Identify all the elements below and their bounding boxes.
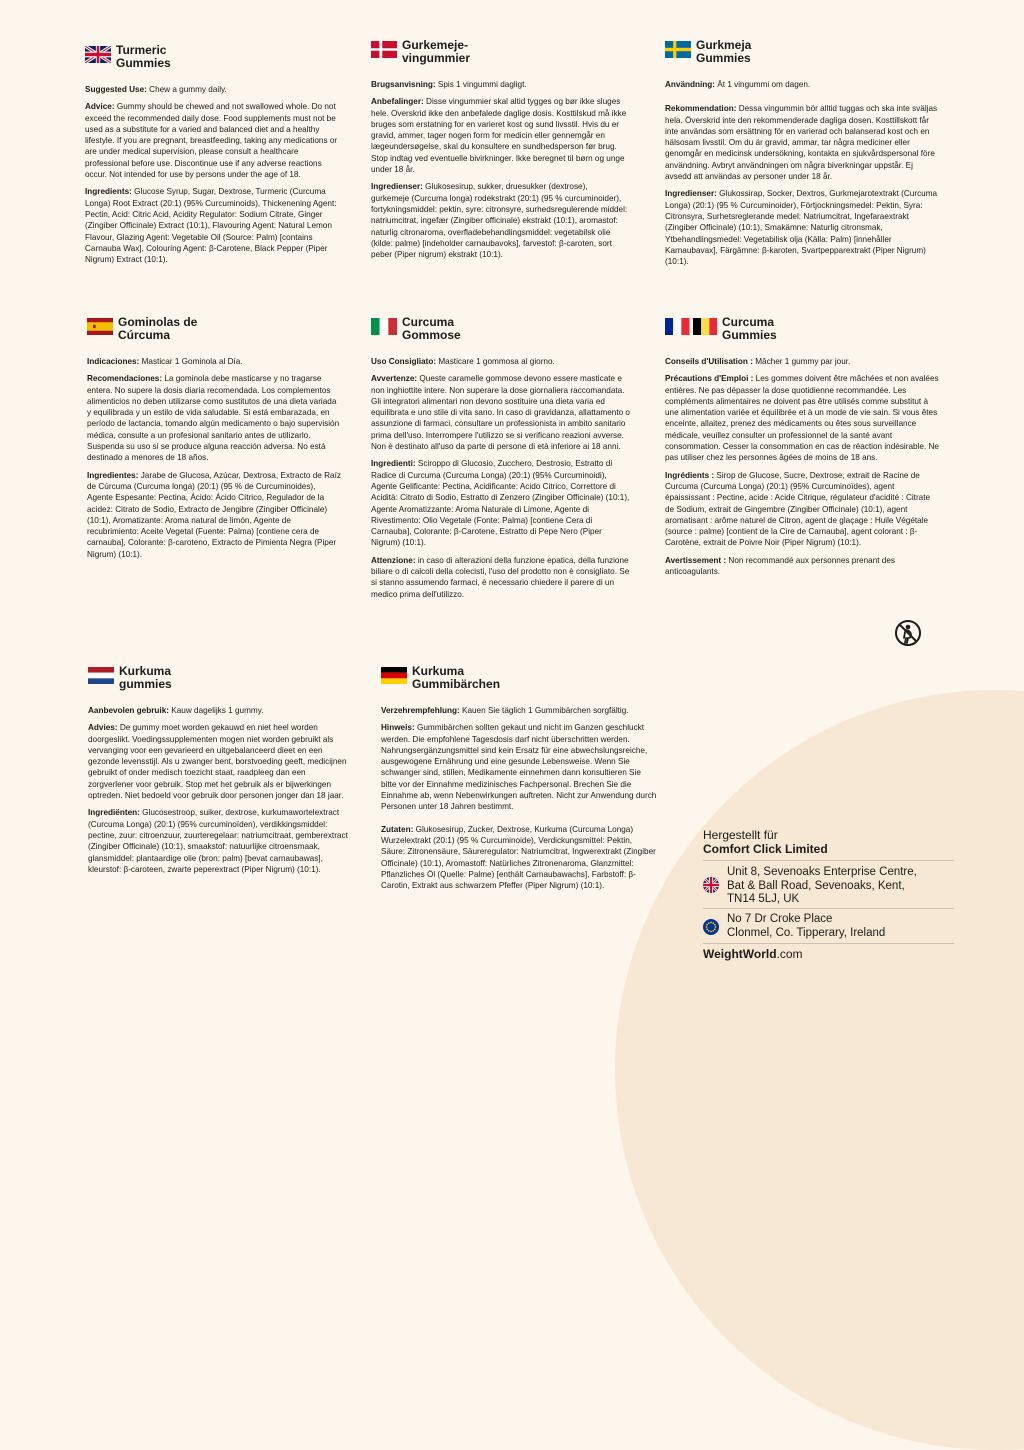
section-nl xyxy=(88,665,350,881)
ingredients: Ingredienser: Glukosesirup, sukker, druesukker (dextrose), gurkemeje (Curcuma longa) rodekstrakt (20:1) (95 % curcuminoider), fortykningsmiddel: pektin, syre: citronsyre, surhedsregulerende middel: natriumcitrat, ingefær (Zingiber officinale) ekstrakt (10:1), aromastof: naturlig citronaroma, overfladebehandlingsmiddel: vegetabilsk olie (kilde: palme) [indeholder carnaubavoks], farvestof: β-caroten, sort peber (Piper nigrum) ekstrakt (10:1). xyxy=(371,182,628,260)
uk-address: Unit 8, Sevenoaks Enterprise Centre, Bat & Ball Road, Sevenoaks, Kent, TN14 5LJ, UK xyxy=(727,866,917,905)
uk-flag-icon xyxy=(85,46,111,63)
section-se xyxy=(665,39,940,273)
ingredients: Zutaten: Glukosesirup, Zucker, Dextrose, Kurkuma (Curcuma Longa) Wurzelextrakt (20:1) (95 % Curcuminoide), Verdickungsmittel: Pektin, Säure: Zitronensäure, Säureregulator: Natriumcitrat, Ingwerextrakt (Zingiber Officinale) (10:1), Aromastoff: Natürliches Zitronenaroma, Glanzmittel: Pflanzliches Öl (Quelle: Palme) [enthält Carnaubawachs], Farbstoff: β-Carotin, Extrakt aus schwarzem Pfeffer (Piper Nigrum) (10:1). xyxy=(381,824,656,891)
ingredients: Ingrediënten: Glucosestroop, suiker, dextrose, kurkumawortelextract (Curcuma Longa) (20:1) (95% curcuminoïden), verdikkingsmiddel: pectine, zuur: citroenzuur, zuurteregelaar: natriumcitraat, gemberextract (Zingiber Officinale) (10:1), smaakstof: natuurlijke citroensmaak, glansmiddel: plantaardige olie (bron: palm) [bevat carnaubawas], kleurstof: β-caroteen, zwarte peperextract (Piper Nigrum) (10:1). xyxy=(88,808,348,874)
suggested-use: Indicaciones: Masticar 1 Gominola al Día. xyxy=(87,357,243,366)
section-it xyxy=(371,316,633,606)
section-en xyxy=(85,44,340,271)
advice: Advice: Gummy should be chewed and not swallowed whole. Do not exceed the recommended daily dose. Food supplements must not be used as a substitute for a varied and balanced diet and a healthy lifestyle. If you are pregnant, breastfeeding, taking any medications or are under medical supervision, please consult a healthcare professional before use. Discontinue use if any adverse reactions occur. Not intended for use by persons under the age of 18. xyxy=(85,102,338,180)
eu-flag-icon xyxy=(703,919,719,935)
ingredients: Ingrédients : Sirop de Glucose, Sucre, Dextrose, extrait de Racine de Curcuma (Curcuma Longa) (20:1) (95% Curcuminoïdes), agent épaississant : Pectine, acide : Acide Citrique, régulateur d'acidité : Citrate de Sodium, extrait de Gingembre (Zingiber Officinale) (10:1), agent aromatisant : arôme naturel de Citron, agent de glaçage : Huile Végétale (source : palme) [contient de la Cire de Carnauba], agent colorant : β-Carotène, extrait de Poivre Noir (Piper Nigrum) (10:1). xyxy=(665,470,931,548)
divider xyxy=(703,908,954,909)
netherlands-flag-icon xyxy=(88,667,114,684)
advice: Rekommendation: Dessa vingummin bör alltid tuggas och ska inte sväljas hela. Överskrid inte den rekommenderade dagliga dosen. Kosttillskott får inte användas som ersättning för en varierad och balanserad kost och en hälsosam livsstil. Om du är gravid, ammar, tar några mediciner eller genomgår en medicinsk undersökning, kontakta en sjukvårdspersonal före användning. Avbryt användningen om några biverkningar uppstår. Ej avsedd att användas av personer under 18 år. xyxy=(665,104,938,182)
uk-flag-icon xyxy=(703,877,719,893)
ingredients: Ingredients: Glucose Syrup, Sugar, Dextrose, Turmeric (Curcuma Longa) Root Extract (20:1) (95% Curcuminoids), Thickenening Agent: Pectin, Acid: Citric Acid, Acidity Regulator: Sodium Citrate, Ginger (Zingiber Officinale) Extract (10:1), Flavouring Agent: Natural Lemon Flavour, Glazing Agent: Vegetable Oil (Source: Palm) [contains Carnauba Wax], Colouring Agent: β-Carotene, Black Pepper (Piper Nigrum) Extract (10:1). xyxy=(85,187,337,265)
section-title: Turmeric Gummies xyxy=(116,43,171,70)
divider xyxy=(703,860,954,861)
ingredients: Ingredienti: Sciroppo di Glucosio, Zucchero, Destrosio, Estratto di Radice di Curcuma (Curcuma Longa) (20:1) (95% Curcuminoidi), Agente Gelificante: Pectina, Acidificante: Acido Citrico, Correttore di Acidità: Citrato di Sodio, Estratto di Zenzero (Zingiber Officinale) (10:1), Agente Aromatizzante: Aroma Naturale di Limone, Agente di Rivestimento: Olio Vegetale (Fonte: Palma) [contiene Cera di Carnauba], Colorante: β-Carotene, Estratto di Pepe Nero (Piper Nigrum) (10:1). xyxy=(371,459,630,548)
suggested-use: Aanbevolen gebruik: Kauw dagelijks 1 gummy. xyxy=(88,706,264,715)
advice: Advies: De gummy moet worden gekauwd en niet heel worden doorgeslikt. Voedingssupplementen mogen niet worden gebruikt als vervanging voor een gevarieerd en uitgebalanceerd dieet en een gezonde levensstijl. Als u zwanger bent, borstvoeding geeft, medicijnen gebruikt of onder medisch toezicht staat, raadpleeg dan een zorgverlener voor gebruik. Stop met het gebruik als er bijwerkingen optreden. Niet bedoeld voor gebruik door personen jonger dan 18 jaar. xyxy=(88,723,347,801)
sweden-flag-icon xyxy=(665,41,691,58)
eu-address: No 7 Dr Croke Place Clonmel, Co. Tipperary, Ireland xyxy=(727,913,886,939)
section-de xyxy=(381,665,657,897)
advice: Anbefalinger: Disse vingummier skal altid tygges og bør ikke sluges hele. Overskrid ikke den anbefalede daglige dosis. Kosttilskud må ikke bruges som erstatning for en varieret kost og sund livsstil. Hvis du er gravid, ammer, tager nogen form for medicin eller gennemgår en lægeundersøgelse, skal du konsultere en sundhedsperson før brug. Stop indtag ved eventuelle bivirkninger. Ikke beregnet til børn og unge under 18 år. xyxy=(371,97,627,175)
suggested-use: Conseils d'Utilisation : Mâcher 1 gummy par jour. xyxy=(665,357,851,366)
suggested-use: Användning: Ät 1 vingummi om dagen. xyxy=(665,80,811,89)
ingredients: Ingredienser: Glukossirap, Socker, Dextros, Gurkmejarotextrakt (Curcuma Longa) (20:1) (95 % Curcuminoider), Förtjockningsmedel: Pektin, Syra: Citronsyra, Surhetsreglerande medel: Natriumcitrat, Ingefaraextrakt (Zingiber Officinale) (10:1), Smakämne: Naturlig citronsmak, Ytbehandlingsmedel: Vegetabilisk olja (Källa: Palm) [innehåller Karnaubavax], Färgämne: β-karoten, Svartpepparextrakt (Piper Nigrum) (10:1). xyxy=(665,189,938,267)
background-circle xyxy=(615,690,1024,1450)
suggested-use: Uso Consigliato: Masticare 1 gommosa al giorno. xyxy=(371,357,555,366)
company-name: Comfort Click Limited xyxy=(703,842,828,856)
suggested-use: Verzehrempfehlung: Kauen Sie täglich 1 Gummibärchen sorgfältig. xyxy=(381,706,629,715)
no-pregnancy-icon xyxy=(893,618,923,648)
germany-flag-icon xyxy=(381,667,407,684)
section-dk xyxy=(371,39,628,266)
section-title: Curcuma Gommose xyxy=(402,315,461,342)
section-es xyxy=(87,316,342,566)
section-title: Gurkmeja Gummies xyxy=(696,38,752,65)
italy-flag-icon xyxy=(371,318,397,335)
advice: Avvertenze: Queste caramelle gommose devono essere masticate e non inghiottite intere. Non superare la dose giornaliera raccomandata. Gli integratori alimentari non devono sostituire una dieta varia ed equilibrata e uno stile di vita sano. In caso di gravidanza, allattamento o assunzione di farmaci, consultare un professionista in ambito sanitario prima dell'uso. Interrompere l'utilizzo se si verificano reazioni avverse. Non è destinato all'uso da parte di persone di età inferiore ai 18 anni. xyxy=(371,374,630,452)
suggested-use: Suggested Use: Chew a gummy daily. xyxy=(85,85,227,94)
suggested-use: Brugsanvisning: Spis 1 vingummi dagligt. xyxy=(371,80,527,89)
brand-url: WeightWorld.com xyxy=(703,947,803,961)
section-title: Gominolas de Cúrcuma xyxy=(118,315,198,342)
section-title: Gurkemeje- vingummier xyxy=(402,38,471,65)
france-belgium-flag-icon xyxy=(665,318,717,335)
spain-flag-icon xyxy=(87,318,113,335)
section-title: Kurkuma Gummibärchen xyxy=(412,664,501,691)
warning: Avertissement : Non recommandé aux personnes prenant des anticoagulants. xyxy=(665,555,895,577)
advice: Recomendaciones: La gominola debe masticarse y no tragarse entera. No supere la dosis diaria recomendada. Los complementos alimenticios no deben utilizarse como sustitutos de una dieta variada y equilibrada y un estilo de vida saludable. Si está embarazada, en período de lactancia, tomando algún medicamento o bajo supervisión médica, consulte a un profesional sanitario antes de utilizarlo. Suspenda su uso si se produce alguna reacción adversa. No está destinado a menores de 18 años. xyxy=(87,374,340,463)
section-title: Curcuma Gummies xyxy=(722,315,777,342)
eu-address-block xyxy=(703,913,954,941)
section-title: Kurkuma gummies xyxy=(119,664,172,691)
ingredients: Ingredientes: Jarabe de Glucosa, Azúcar, Dextrosa, Extracto de Raíz de Cúrcuma (Curcuma longa) (20:1) (95 % de Curcuminoides), Agente Espesante: Pectina, Ácido: Ácido Cítrico, Regulador de la acidez: Citrato de Sodio, Extracto de Jengibre (Zingiber Officinale) (10:1), Aromatizante: Aroma natural de limón, Agente de recubrimiento: Aceite Vegetal (Fuente: Palma) [contiene cera de carnauba], Colorante: β-caroteno, Extracto de Pimienta Negra (Piper Nigrum) (10:1). xyxy=(87,470,341,559)
manufacturer-label: Hergestellt für xyxy=(703,828,778,842)
advice: Précautions d'Emploi : Les gommes doivent être mâchées et non avalées entières. Ne pas dépasser la dose quotidienne recommandée. Les compléments alimentaires ne doivent pas être utilisés comme substitut à une alimentation variée et équilibrée et à un mode de vie sain. Si vous êtes enceinte, allaitez, prenez des médicaments ou êtes sous surveillance médicale, veuillez consulter un professionnel de la santé avant consommation. Cesser la consommation en cas de réaction indésirable. Ne pas utiliser chez les personnes âgées de moins de 18 ans. xyxy=(665,374,939,463)
divider xyxy=(703,943,954,944)
warning: Attenzione: in caso di alterazioni della funzione epatica, della funzione biliare o di calcoli della colecisti, l'uso del prodotto non è consigliato. Se si stanno assumendo farmaci, è necessario chiedere il parere di un medico prima dell'utilizzo. xyxy=(371,555,630,599)
section-fr xyxy=(665,316,940,583)
uk-address-block xyxy=(703,866,954,906)
advice: Hinweis: Gummibärchen sollten gekaut und nicht im Ganzen geschluckt werden. Die empfohlene Tagesdosis darf nicht überschritten werden. Nahrungsergänzungsmittel sind kein Ersatz für eine abwechslungsreiche, ausgewogene Ernährung und eine gesunde Lebensweise. Wenn Sie schwanger sind, stillen, Medikamente einnehmen dann konsultieren Sie bitte vor der Einnahme medizinisches Fachpersonal. Brechen Sie die Einnahme ab, wenn Nebenwirkungen auftreten. Nicht zur Anwendung durch Personen unter 18 Jahren bestimmt. xyxy=(381,723,657,812)
denmark-flag-icon xyxy=(371,41,397,58)
